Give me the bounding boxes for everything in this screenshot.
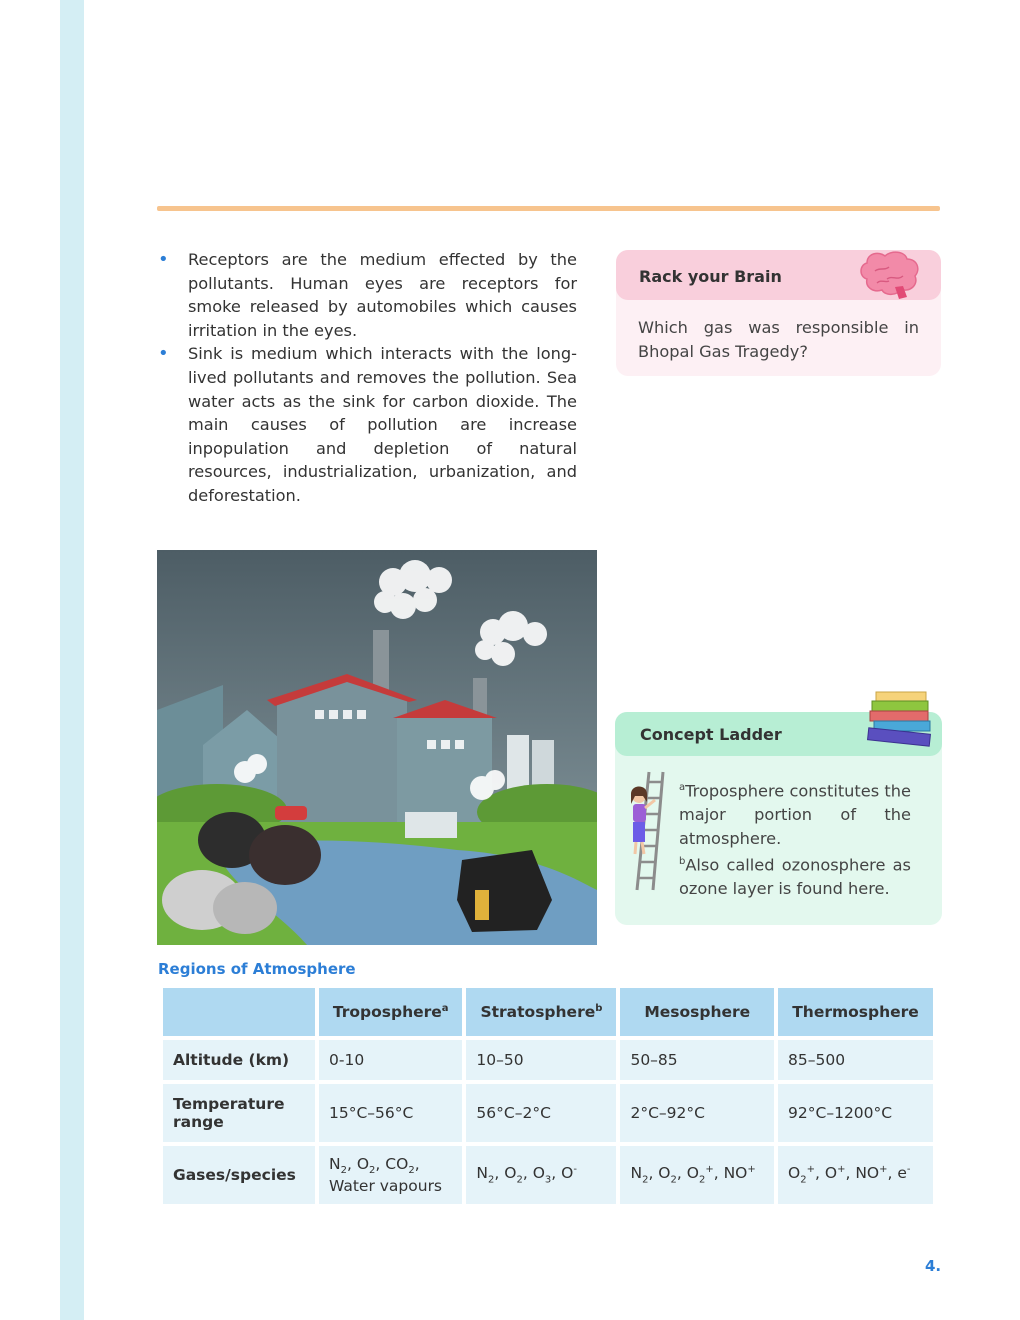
- table-row: [163, 1084, 933, 1142]
- list-item: [157, 248, 577, 342]
- row-label-temperature: Temperature range: [163, 1084, 315, 1142]
- atmosphere-regions-table: [159, 984, 937, 1208]
- rack-title: Rack your Brain: [639, 267, 782, 286]
- concept-title: Concept Ladder: [640, 725, 782, 744]
- table-cell: 92°C–1200°C: [778, 1084, 933, 1142]
- bullet-text: Receptors are the medium effected by the pollutants. Human eyes are receptors for smoke released by automobiles which causes irritation in the eyes.: [188, 250, 577, 340]
- footnote-b-mark: b: [679, 856, 686, 868]
- brain-icon: [857, 249, 923, 301]
- table-cell: $N_2$, $O_2$, $CO_2$, Water vapours: [319, 1146, 462, 1204]
- table-cell: $O_2^+$, O+, NO+, e-: [778, 1146, 933, 1204]
- col-stratosphere: Stratosphere$^b$: [466, 988, 616, 1036]
- table-header-empty: [163, 988, 315, 1036]
- table-cell: 15°C–56°C: [319, 1084, 462, 1142]
- row-label-gases: Gases/species: [163, 1146, 315, 1204]
- table-cell: 10–50: [466, 1040, 616, 1080]
- concept-note-b: [679, 850, 911, 901]
- concept-note-a: [679, 776, 911, 850]
- list-item: [157, 342, 577, 507]
- col-mesosphere: Mesosphere: [620, 988, 774, 1036]
- table-cell: 50–85: [620, 1040, 774, 1080]
- row-label-altitude: Altitude (km): [163, 1040, 315, 1080]
- concept-note-b-text: Also called ozonosphere as ozone layer is found here.: [679, 855, 911, 899]
- table-row: [163, 1040, 933, 1080]
- ladder-icon: [623, 770, 667, 892]
- bullet-marker: •: [158, 343, 169, 365]
- table-title: Regions of Atmosphere: [158, 960, 356, 978]
- rack-your-brain-box: [616, 250, 941, 376]
- top-divider: [157, 206, 940, 211]
- page-number: 4.: [925, 1257, 942, 1275]
- table-cell: 85–500: [778, 1040, 933, 1080]
- pollution-illustration: [157, 550, 597, 945]
- table-row: [163, 1146, 933, 1204]
- rack-question: Which gas was responsible in Bhopal Gas Tragedy?: [638, 318, 919, 361]
- concept-ladder-box: [615, 712, 942, 925]
- table-cell: $N_2$, $O_2$, $O_3$, O-: [466, 1146, 616, 1204]
- concept-note-a-text: Troposphere constitutes the major portion of the atmosphere.: [679, 781, 911, 848]
- footnote-a-mark: a: [679, 782, 686, 793]
- table-header-row: [163, 988, 933, 1036]
- table-cell: 0-10: [319, 1040, 462, 1080]
- concept-header: [615, 712, 942, 756]
- concept-notes: [679, 776, 911, 901]
- table-cell: 2°C–92°C: [620, 1084, 774, 1142]
- bullet-list: [157, 248, 577, 508]
- table-cell: 56°C–2°C: [466, 1084, 616, 1142]
- books-icon: [866, 690, 938, 756]
- col-thermosphere: Thermosphere: [778, 988, 933, 1036]
- col-troposphere: Troposphere$^a$: [319, 988, 462, 1036]
- bullet-text: Sink is medium which interacts with the long-lived pollutants and removes the pollution. Sea water acts as the sink for carbon dioxide. The main causes of pollution are increase inpopulation and depletion of natural resources, industrialization, urbanization, and deforestation.: [188, 344, 577, 505]
- bullet-marker: •: [158, 249, 169, 270]
- table-cell: $N_2$, $O_2$, $O_2^+$, NO+: [620, 1146, 774, 1204]
- rack-header: [616, 250, 941, 300]
- page-side-strip: [60, 0, 84, 1320]
